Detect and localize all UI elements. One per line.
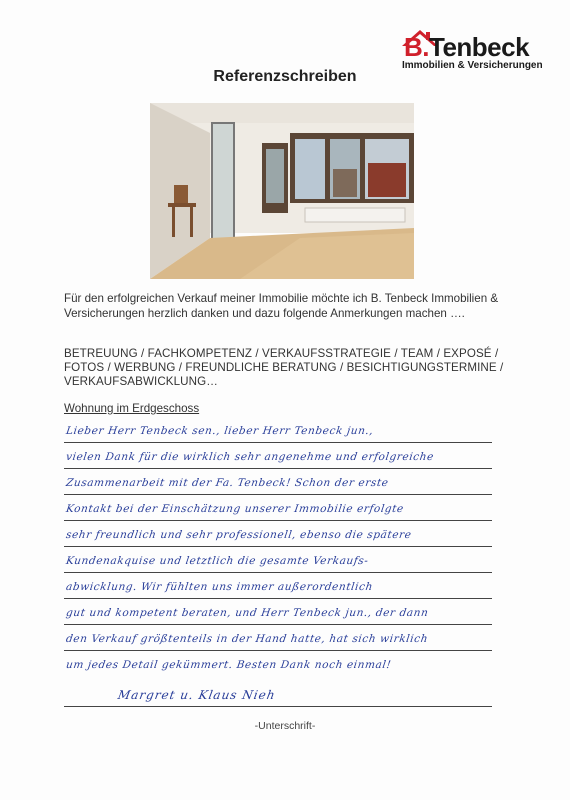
ruled-line (64, 494, 492, 495)
signature-line (64, 706, 492, 707)
ruled-line (64, 572, 492, 573)
section-title: Wohnung im Erdgeschoss (64, 402, 200, 415)
handwritten-line: abwicklung. Wir fühlten uns immer außerordentlich (65, 581, 374, 593)
handwritten-line: Zusammenarbeit mit der Fa. Tenbeck! Schon der erste (65, 477, 390, 489)
ruled-line (64, 468, 492, 469)
handwritten-line: sehr freundlich und sehr professionell, ebenso die spätere (65, 529, 413, 541)
handwritten-line: gut und kompetent beraten, und Herr Tenbeck jun., der dann (65, 607, 430, 619)
ruled-line (64, 520, 492, 521)
handwritten-line: Lieber Herr Tenbeck sen., lieber Herr Tenbeck jun., (65, 425, 375, 437)
signature-label: -Unterschrift- (254, 720, 316, 732)
ruled-line (64, 546, 492, 547)
category-list: BETREUUNG / FACHKOMPETENZ / VERKAUFSSTRATEGIE / TEAM / EXPOSÉ / FOTOS / WERBUNG / FREUNDLICHE BERATUNG / BESICHTIGUNGSTERMINE / VERKAUFSABWICKLUNG… (64, 347, 504, 388)
ruled-line (64, 624, 492, 625)
handwritten-line: Kundenakquise und letztlich die gesamte Verkaufs- (65, 555, 370, 567)
logo-subtitle: Immobilien & Versicherungen (402, 60, 543, 71)
ruled-line (64, 650, 492, 651)
handwritten-line: vielen Dank für die wirklich sehr angenehme und erfolgreiche (65, 451, 435, 463)
property-photo (150, 103, 414, 279)
page-title: Referenzschreiben (213, 68, 357, 85)
handwritten-line: Kontakt bei der Einschätzung unserer Immobilie erfolgte (65, 503, 405, 515)
ruled-line (64, 442, 492, 443)
handwritten-line: um jedes Detail gekümmert. Besten Dank noch einmal! (65, 659, 393, 671)
handwritten-line: den Verkauf größtenteils in der Hand hatte, hat sich wirklich (65, 633, 429, 645)
logo-name: B.Tenbeck (404, 32, 530, 62)
intro-text: Für den erfolgreichen Verkauf meiner Immobilie möchte ich B. Tenbeck Immobilien & Versicherungen herzlich danken und dazu folgende Anmerkungen machen …. (64, 292, 499, 320)
ruled-line (64, 598, 492, 599)
handwritten-signature: Margret u. Klaus Nieh (116, 688, 277, 702)
